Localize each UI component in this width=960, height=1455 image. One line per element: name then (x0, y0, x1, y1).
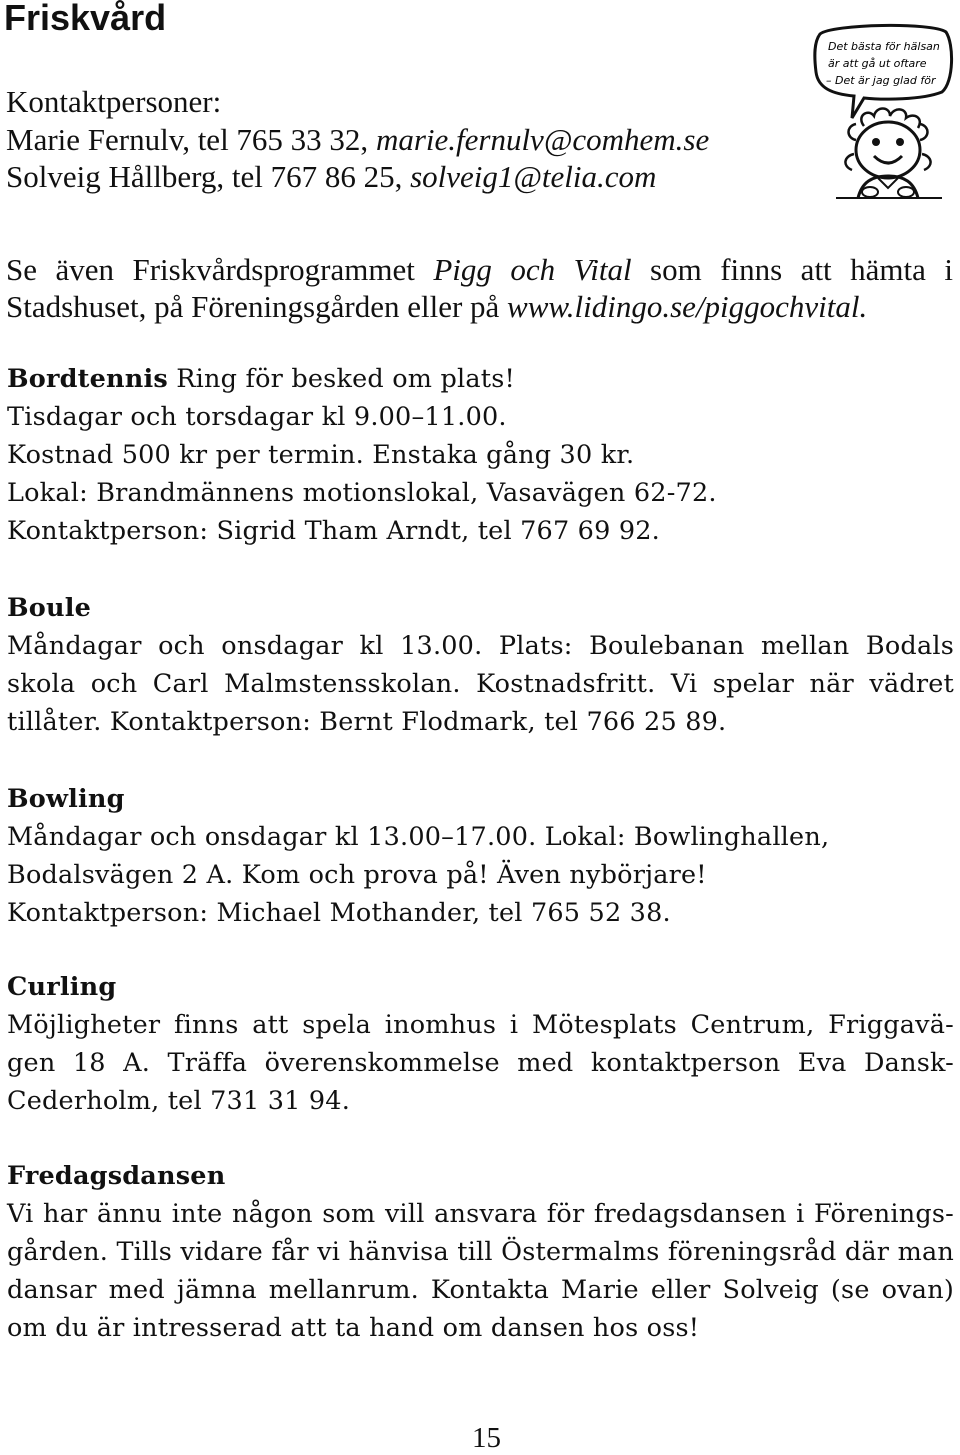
bowling-text-1: Måndagar och onsdagar kl 13.00–17.00. Lokal: Bowlinghallen, (7, 822, 830, 852)
boule-text-1: Måndagar och onsdagar kl 13.00. Plats: Boulebanan mellan Bodals (7, 631, 954, 661)
bordtennis-text-4: Lokal: Brandmännens motionslokal, Vasavägen 62-72. (7, 478, 717, 508)
bordtennis-text-2: Tisdagar och torsdagar kl 9.00–11.00. (7, 402, 507, 432)
fredagsdansen-text-2: gården. Tills vidare får vi hänvisa till Östermalms föreningsråd där man (7, 1237, 954, 1267)
curling-title: Curling (7, 972, 117, 1002)
curling-text-3: Cederholm, tel 731 31 94. (7, 1086, 351, 1116)
boule-text-2: skola och Carl Malmstensskolan. Kostnadsfritt. Vi spelar när vädret (7, 669, 954, 699)
contact-2-email[interactable]: solveig1@telia.com (410, 159, 657, 194)
intro-line-1 (6, 252, 953, 288)
bowling-text-3: Kontaktperson: Michael Mothander, tel 765 52 38. (7, 898, 671, 928)
curling-text-1: Möjligheter finns att spela inomhus i Mötesplats Centrum, Friggavä- (7, 1010, 954, 1040)
intro-text-c: Stadshuset, på Föreningsgården eller på (6, 289, 508, 324)
bubble-text-2: är att gå ut oftare (828, 57, 927, 70)
fredagsdansen-text-4: om du är intresserad att ta hand om dansen hos oss! (7, 1313, 700, 1343)
bowling-title: Bowling (7, 784, 125, 814)
intro-line-2 (6, 289, 867, 325)
intro-text-a: Se även Friskvårdsprogrammet (6, 252, 434, 287)
fredagsdansen-text-1: Vi har ännu inte någon som vill ansvara för fredagsdansen i Förenings- (7, 1199, 954, 1229)
contact-1-email[interactable]: marie.fernulv@comhem.se (375, 122, 710, 157)
bordtennis-line-1 (7, 364, 515, 394)
contact-2-text: Solveig Hållberg, tel 767 86 25, (6, 159, 411, 194)
page-number: 15 (472, 1422, 501, 1454)
contact-1-text: Marie Fernulv, tel 765 33 32, (6, 122, 376, 157)
bordtennis-title: Bordtennis (7, 364, 168, 394)
program-name: Pigg och Vital (433, 252, 632, 287)
bubble-text-1: Det bästa för hälsan (828, 40, 940, 53)
bowling-text-2: Bodalsvägen 2 A. Kom och prova på! Även nybörjare! (7, 860, 707, 890)
bordtennis-text-5: Kontaktperson: Sigrid Tham Arndt, tel 767 69 92. (7, 516, 660, 546)
curling-text-2: gen 18 A. Träffa överenskommelse med kontaktperson Eva Dansk- (7, 1048, 954, 1078)
smiling-girl-speech-bubble-icon (812, 22, 954, 200)
bordtennis-text-1: Ring för besked om plats! (167, 364, 515, 394)
fredagsdansen-text-3: dansar med jämna mellanrum. Kontakta Marie eller Solveig (se ovan) (7, 1275, 954, 1305)
boule-title: Boule (7, 593, 92, 623)
contact-line-1 (6, 122, 709, 158)
contacts-heading: Kontaktpersoner: (6, 84, 222, 119)
contact-line-2 (6, 159, 656, 195)
program-link[interactable]: www.lidingo.se/piggochvital. (507, 289, 868, 324)
bordtennis-text-3: Kostnad 500 kr per termin. Enstaka gång 30 kr. (7, 440, 635, 470)
boule-text-3: tillåter. Kontaktperson: Bernt Flodmark, tel 766 25 89. (7, 707, 727, 737)
page-title: Friskvård (4, 0, 167, 38)
intro-text-b: som finns att hämta i (631, 252, 953, 287)
fredagsdansen-title: Fredagsdansen (7, 1161, 226, 1191)
bubble-text-3: – Det är jag glad för (826, 74, 936, 87)
